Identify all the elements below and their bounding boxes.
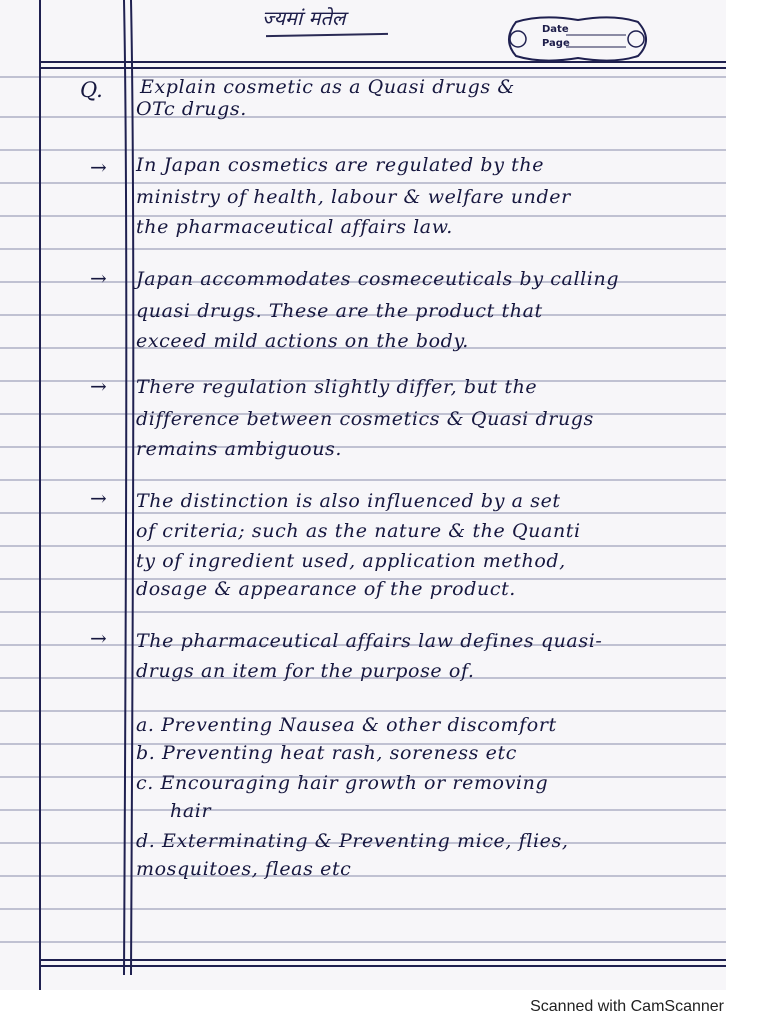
point-line: In Japan cosmetics are regulated by the [136, 154, 545, 176]
question-line: OTc drugs. [136, 98, 247, 120]
point-line: drugs an item for the purpose of. [136, 660, 475, 682]
point-line: The pharmaceutical affairs law defines quasi- [136, 630, 603, 652]
camscanner-watermark: Scanned with CamScanner [530, 998, 724, 1015]
list-item: b. Preventing heat rash, soreness etc [136, 742, 517, 764]
list-item: mosquitoes, fleas etc [136, 858, 352, 880]
point-line: remains ambiguous. [136, 438, 343, 460]
point-arrow: → [90, 626, 107, 650]
date-page-frame [502, 12, 652, 66]
list-item: d. Exterminating & Preventing mice, flies, [136, 830, 569, 852]
date-label: Date [542, 24, 569, 35]
date-page-box [502, 12, 652, 66]
point-line: There regulation slightly differ, but the [136, 376, 538, 398]
page-label: Page [542, 38, 570, 49]
list-item: hair [170, 800, 212, 822]
point-line: ty of ingredient used, application method, [136, 550, 566, 572]
question-line: Explain cosmetic as a Quasi drugs & [140, 76, 515, 98]
point-arrow: → [90, 266, 107, 290]
point-arrow: → [90, 374, 107, 398]
list-item: c. Encouraging hair growth or removing [136, 772, 549, 794]
point-line: difference between cosmetics & Quasi drugs [136, 408, 594, 430]
point-line: The distinction is also influenced by a set [136, 490, 561, 512]
point-line: ministry of health, labour & welfare under [136, 186, 571, 208]
point-line: dosage & appearance of the product. [136, 578, 516, 600]
point-line: Japan accommodates cosmeceuticals by calling [136, 268, 620, 290]
point-line: exceed mild actions on the body. [136, 330, 469, 352]
header-script-title: ज्यमां मतेल [262, 6, 346, 30]
point-line: the pharmaceutical affairs law. [136, 216, 453, 238]
question-number: Q. [80, 78, 103, 102]
point-arrow: → [90, 155, 107, 179]
point-line: of criteria; such as the nature & the Quanti [136, 520, 581, 542]
point-arrow: → [90, 486, 107, 510]
point-line: quasi drugs. These are the product that [136, 300, 543, 322]
list-item: a. Preventing Nausea & other discomfort [136, 714, 557, 736]
